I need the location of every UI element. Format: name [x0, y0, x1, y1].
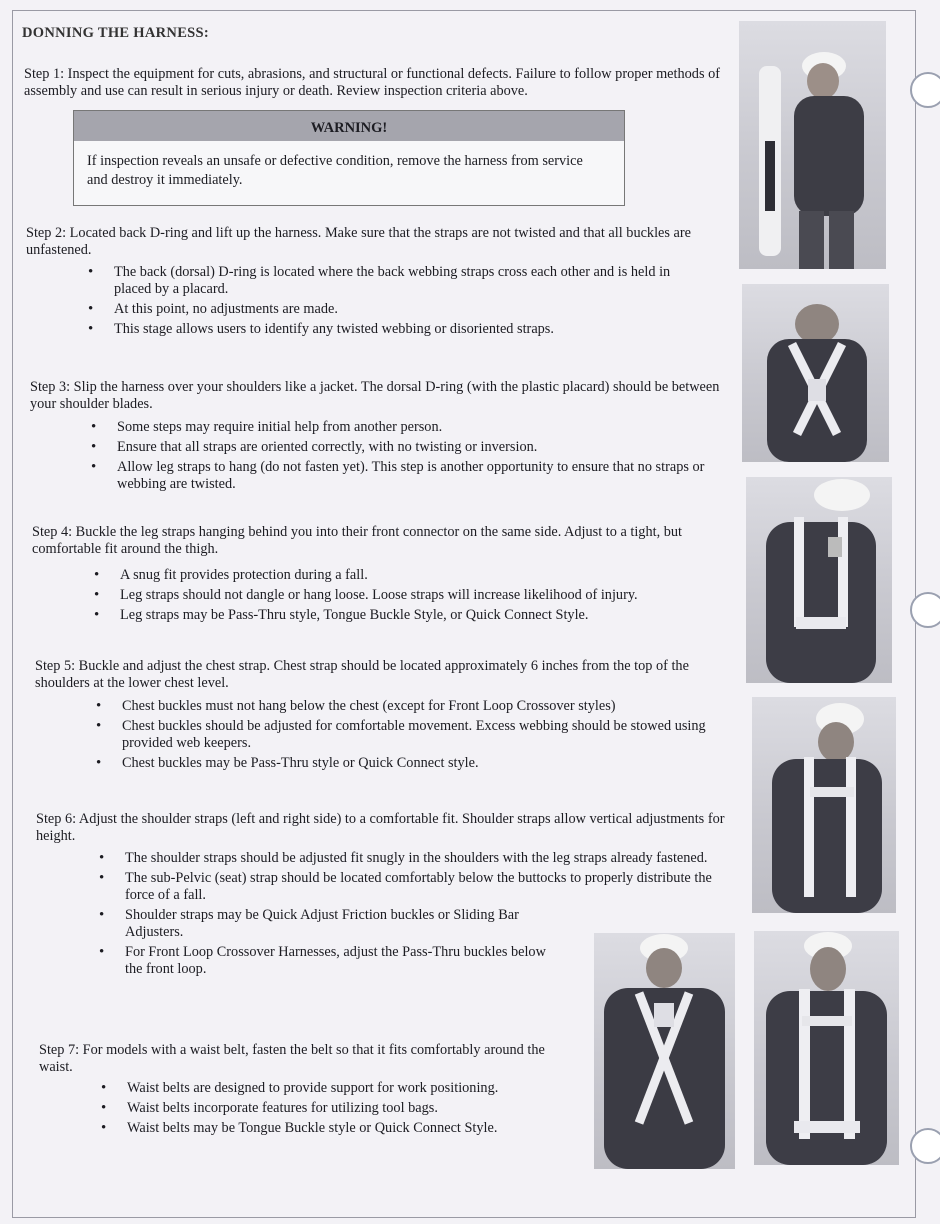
step-4-bullets: [94, 567, 734, 627]
step-1-text: Step 1: Inspect the equipment for cuts, abrasions, and structural or functional defects. Failure to follow proper methods of assembly and use can result in serious injury or death. Review inspection criteria above.: [24, 66, 720, 99]
step-6-text: Step 6: Adjust the shoulder straps (left and right side) to a comfortable fit. Shoulder straps allow vertical adjustments for height.: [36, 811, 725, 844]
photo-leg-straps: [746, 477, 892, 683]
list-item: • Waist belts incorporate features for utilizing tool bags.: [101, 1100, 571, 1117]
list-item: • The back (dorsal) D-ring is located where the back webbing straps cross each other and is held in placed by a placard.: [88, 264, 708, 298]
list-item: • Ensure that all straps are oriented correctly, with no twisting or inversion.: [91, 439, 736, 456]
binder-hole-icon: [910, 592, 940, 628]
step-4-text: Step 4: Buckle the leg straps hanging behind you into their front connector on the same side. Adjust to a tight, but comfortable fit around the thigh.: [32, 524, 682, 557]
warning-box: [73, 110, 625, 206]
list-item: • A snug fit provides protection during a fall.: [94, 567, 734, 584]
list-item: • This stage allows users to identify any twisted webbing or disoriented straps.: [88, 321, 708, 338]
photo-inspect-harness: [739, 21, 886, 269]
list-item: • Some steps may require initial help from another person.: [91, 419, 736, 436]
list-item: • Leg straps may be Pass-Thru style, Tongue Buckle Style, or Quick Connect Style.: [94, 607, 734, 624]
list-item: • Chest buckles must not hang below the chest (except for Front Loop Crossover styles): [96, 698, 726, 715]
page-title: DONNING THE HARNESS:: [22, 25, 210, 41]
photo-back-harness: [742, 284, 889, 462]
photo-chest-strap: [752, 697, 896, 913]
list-item: • Shoulder straps may be Quick Adjust Friction buckles or Sliding Bar Adjusters.: [99, 907, 565, 941]
warning-title: WARNING!: [74, 111, 624, 141]
step-2-bullets: [88, 264, 708, 341]
list-item: • Waist belts are designed to provide support for work positioning.: [101, 1080, 571, 1097]
photo-back-view: [594, 933, 735, 1169]
step-5-bullets: [96, 698, 726, 775]
list-item: • The shoulder straps should be adjusted fit snugly in the shoulders with the leg straps already fastened.: [99, 850, 739, 867]
list-item: • Allow leg straps to hang (do not fasten yet). This step is another opportunity to ensure that no straps or webbing are twisted.: [91, 459, 736, 493]
step-7-bullets: [101, 1080, 571, 1140]
list-item: • Leg straps should not dangle or hang loose. Loose straps will increase likelihood of injury.: [94, 587, 734, 604]
step-3-text: Step 3: Slip the harness over your shoulders like a jacket. The dorsal D-ring (with the plastic placard) should be between your shoulder blades.: [30, 379, 720, 412]
list-item: • Chest buckles should be adjusted for comfortable movement. Excess webbing should be stowed using provided web keepers.: [96, 718, 726, 752]
list-item: • Waist belts may be Tongue Buckle style or Quick Connect Style.: [101, 1120, 571, 1137]
list-item: • For Front Loop Crossover Harnesses, adjust the Pass-Thru buckles below the front loop.: [99, 944, 565, 978]
warning-text: If inspection reveals an unsafe or defective condition, remove the harness from service and destroy it immediately.: [87, 153, 583, 188]
list-item: • The sub-Pelvic (seat) strap should be located comfortably below the buttocks to properly distribute the force of a fall.: [99, 870, 739, 904]
binder-hole-icon: [910, 72, 940, 108]
list-item: • At this point, no adjustments are made.: [88, 301, 708, 318]
photo-front-view: [754, 931, 899, 1165]
step-5-text: Step 5: Buckle and adjust the chest strap. Chest strap should be located approximately 6 inches from the top of the shoulders at the lower chest level.: [35, 658, 689, 691]
binder-hole-icon: [910, 1128, 940, 1164]
list-item: • Chest buckles may be Pass-Thru style or Quick Connect style.: [96, 755, 726, 772]
step-3-bullets: [91, 419, 736, 496]
step-2-text: Step 2: Located back D-ring and lift up the harness. Make sure that the straps are not twisted and that all buckles are unfastened.: [26, 225, 691, 258]
step-7-text: Step 7: For models with a waist belt, fasten the belt so that it fits comfortably around the waist.: [39, 1042, 545, 1075]
